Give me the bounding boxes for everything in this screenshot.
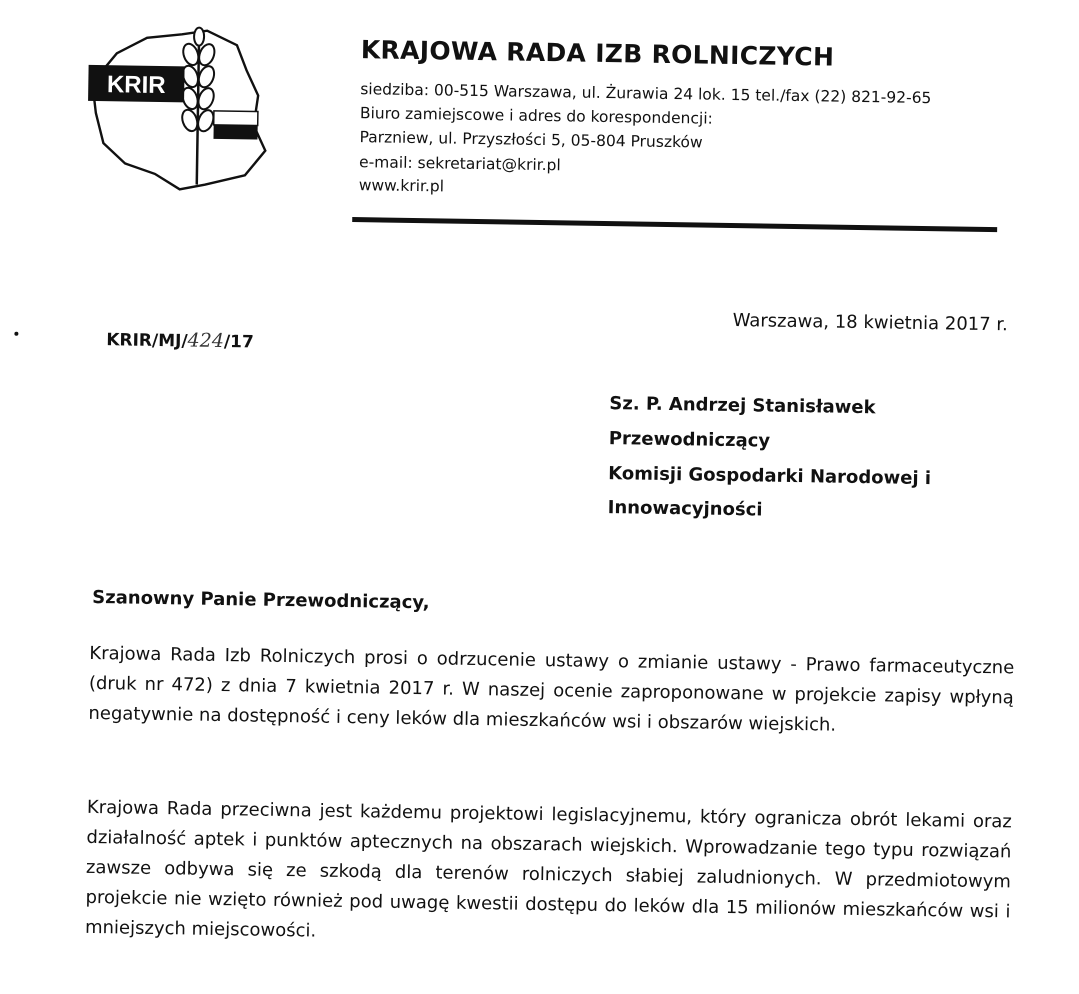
- correspondence-address: Parzniew, ul. Przyszłości 5, 05-804 Pruszków: [359, 128, 703, 152]
- krir-logo: [85, 23, 278, 196]
- salutation: Szanowny Panie Przewodniczący,: [92, 586, 430, 614]
- recipient-name: Sz. P. Andrzej Stanisławek: [609, 393, 876, 419]
- header-rule: [352, 217, 997, 232]
- poland-outline-shape: [91, 29, 267, 191]
- margin-dot: [14, 332, 18, 336]
- wheat-stem: [197, 45, 199, 185]
- body-paragraph-2: Krajowa Rada przeciwna jest każdemu projektowi legislacyjnemu, który ogranicza obrót lekami oraz działalność aptek i punktów aptecznych na obszarach wiejskich. Wprowadzanie tego typu rozwiązań zawsze odbywa się ze szkodą dla terenów rolniczych słabiej zaludnionych. W przedmiotowym projekcie nie wzięto również pod uwagę kwestii dostępu do leków dla 15 milionów mieszkańców wsi i mniejszych miejscowości.: [84, 796, 1013, 942]
- flag-white-stripe: [214, 111, 258, 126]
- reference-handwritten-number: 424: [187, 329, 225, 353]
- flag-red-stripe: [213, 125, 257, 140]
- logo-text: KRIR: [106, 71, 166, 100]
- body-paragraph-1: Krajowa Rada Izb Rolniczych prosi o odrzucenie ustawy o zmianie ustawy - Prawo farmaceutyczne (druk nr 472) z dnia 7 kwietnia 2017 r. W naszej ocenie zaproponowane w projekcie zapisy wpłyną negatywnie na dostępność i ceny leków dla mieszkańców wsi i obszarów wiejskich.: [88, 642, 1015, 736]
- reference-suffix: /17: [223, 332, 254, 353]
- logo-graphic: [85, 23, 278, 196]
- reference-prefix: KRIR/MJ/: [106, 330, 188, 352]
- recipient-title: Przewodniczący: [608, 428, 771, 452]
- date-line: Warszawa, 18 kwietnia 2017 r.: [732, 310, 1009, 336]
- seat-address: siedziba: 00-515 Warszawa, ul. Żurawia 24 lok. 15 tel./fax (22) 821-92-65: [360, 80, 932, 108]
- recipient-committee: Komisji Gospodarki Narodowej i: [608, 463, 932, 490]
- website-address: www.krir.pl: [358, 176, 445, 196]
- email-address: e-mail: sekretariat@krir.pl: [358, 153, 561, 175]
- organization-name: KRAJOWA RADA IZB ROLNICZYCH: [360, 35, 835, 72]
- reference-number: [106, 328, 254, 352]
- recipient-committee-cont: Innowacyjności: [607, 497, 763, 521]
- branch-office-label: Biuro zamiejscowe i adres do korespondencji:: [359, 104, 713, 128]
